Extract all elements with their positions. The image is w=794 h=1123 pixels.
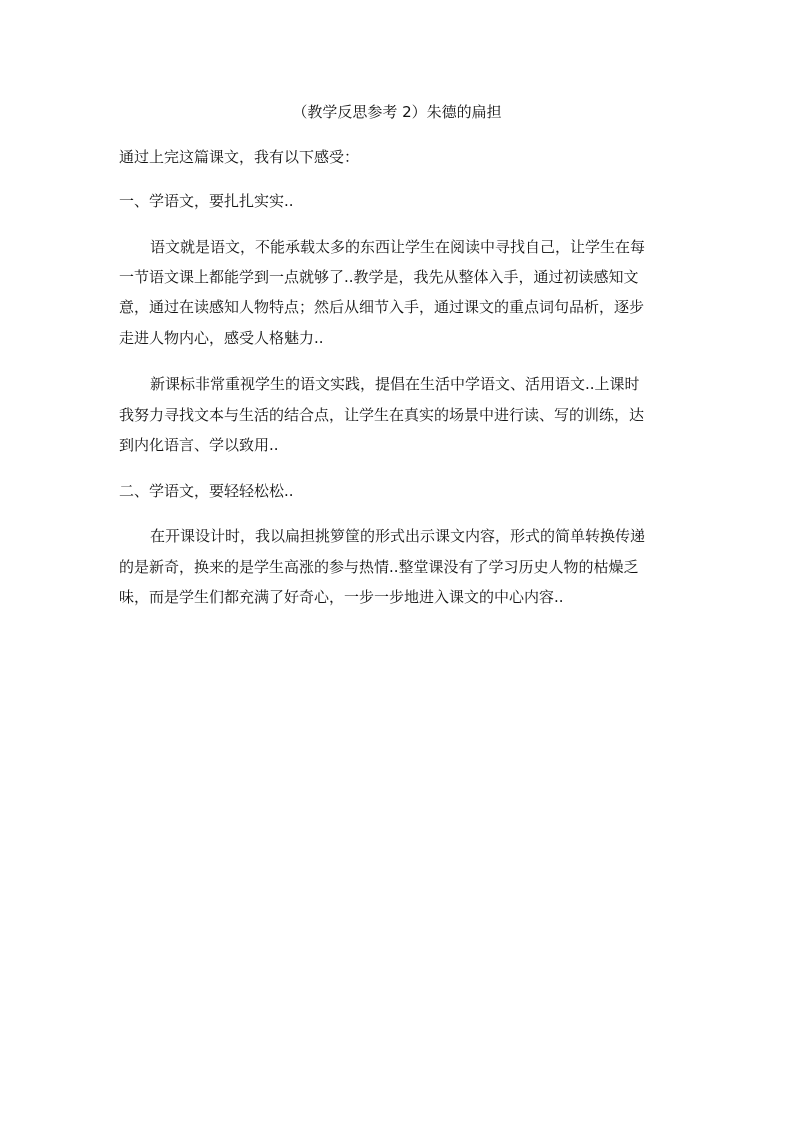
section-1-paragraph-1-line-2: 一节语文课上都能学到一点就够了..教学是，我先从整体入手，通过初读感知文 — [119, 268, 639, 286]
section-1-paragraph-1-line-4: 走进人物内心，感受人格魅力.. — [119, 329, 324, 347]
section-1-paragraph-1-line-3: 意，通过在读感知人物特点；然后从细节入手，通过课文的重点词句品析，逐步 — [119, 298, 645, 316]
section-1-paragraph-2-line-3: 到内化语言、学以致用.. — [119, 436, 279, 454]
section-2-paragraph-1-line-1: 在开课设计时，我以扁担挑箩筐的形式出示课文内容，形式的简单转换传递 — [150, 527, 646, 545]
document-title: （教学反思参考 2）朱德的扁担 — [292, 103, 502, 121]
section-1-heading: 一、学语文，要扎扎实实.. — [119, 192, 294, 210]
intro-text: 通过上完这篇课文，我有以下感受： — [119, 148, 360, 166]
section-1-paragraph-2-line-1: 新课标非常重视学生的语文实践，提倡在生活中学语文、活用语文..上课时 — [150, 375, 640, 393]
section-1-paragraph-2-line-2: 我努力寻找文本与生活的结合点，让学生在真实的场景中进行读、写的训练，达 — [119, 406, 645, 424]
section-2-heading: 二、学语文，要轻轻松松.. — [119, 482, 294, 500]
section-2-paragraph-1-line-2: 的是新奇，换来的是学生高涨的参与热情..整堂课没有了学习历史人物的枯燥乏 — [119, 558, 639, 576]
section-2-paragraph-1-line-3: 味，而是学生们都充满了好奇心，一步一步地进入课文的中心内容.. — [119, 588, 564, 606]
section-1-paragraph-1-line-1: 语文就是语文，不能承载太多的东西让学生在阅读中寻找自己，让学生在每 — [150, 238, 646, 256]
